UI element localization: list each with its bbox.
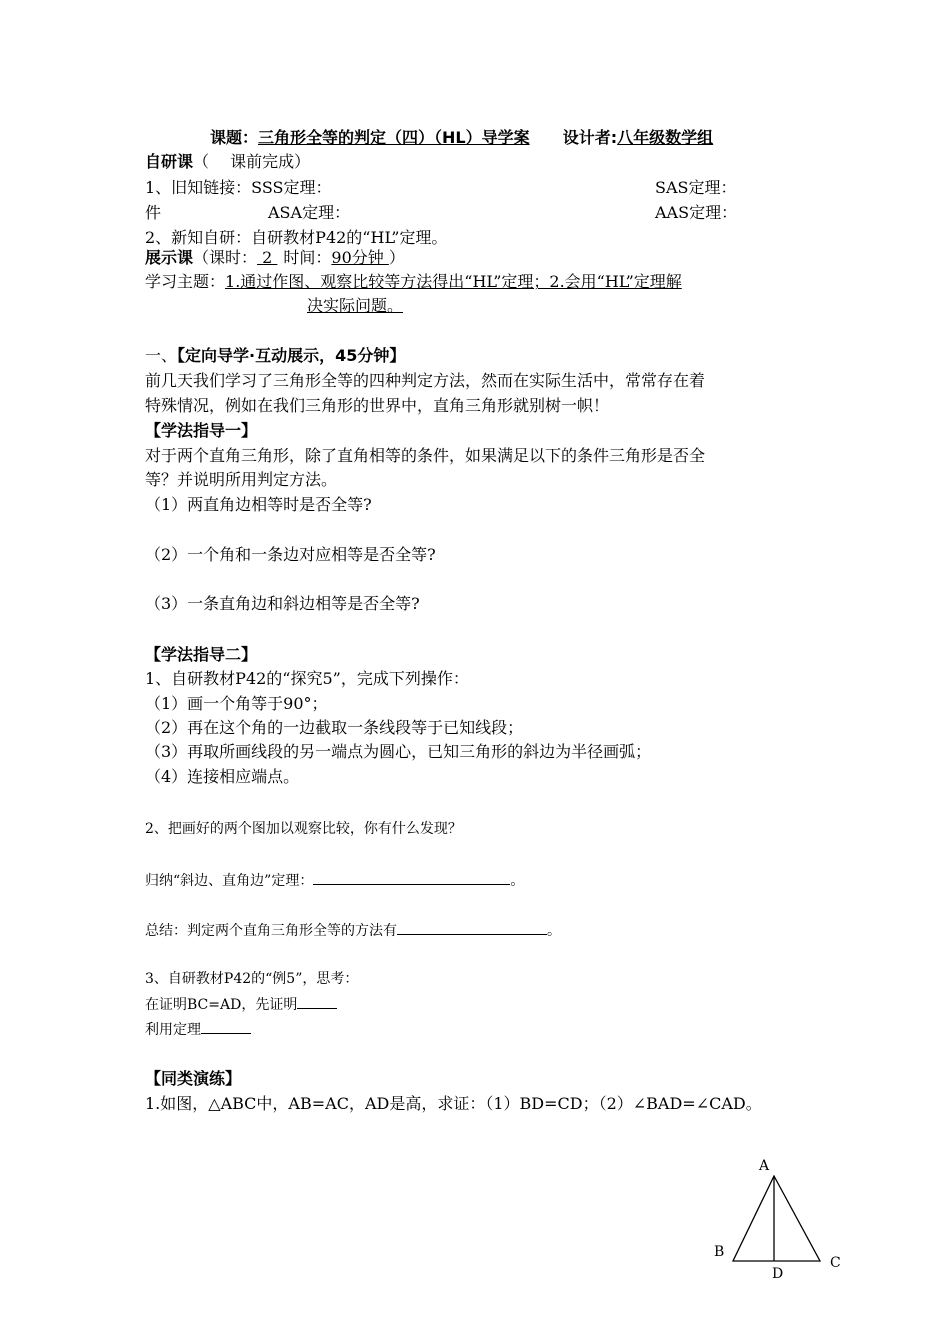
induce-line	[145, 870, 524, 891]
use-blank[interactable]	[201, 1019, 251, 1034]
induce-end: 。	[510, 873, 525, 889]
section1-heading: 【定向导学·互动展示，45分钟】	[177, 346, 406, 365]
guide1-text-1: 对于两个直角三角形，除了直角相等的条件，如果满足以下的条件三角形是否全	[145, 446, 706, 465]
practice-problem: 1.如图，△ABC中，AB=AC，AD是高，求证：（1）BD=CD；（2）∠BAD=∠CAD。	[145, 1094, 762, 1113]
triangle-figure	[700, 1150, 860, 1285]
preview-item1-aas: AAS定理：	[655, 203, 738, 222]
preview-note: （ 课前完成）	[193, 152, 311, 171]
preview-item2: 2、新知自研：自研教材P42的“HL”定理。	[145, 228, 448, 247]
preview-heading-line	[145, 152, 310, 172]
hours-label: （课时：	[193, 248, 258, 267]
show-close: ）	[388, 248, 405, 267]
use-label: 利用定理	[145, 1022, 201, 1038]
guide1-q2: （2）一个角和一条边对应相等是否全等?	[145, 545, 436, 564]
summary-end: 。	[547, 923, 561, 939]
summary-label: 总结：判定两个直角三角形全等的方法有	[145, 923, 397, 939]
time-value: 90分钟	[331, 248, 389, 267]
preview-item1-asa: ASA定理：	[268, 203, 351, 222]
summary-blank[interactable]	[397, 920, 547, 935]
guide1-heading: 【学法指导一】	[145, 421, 258, 440]
guide1-text-2: 等？并说明所用判定方法。	[145, 470, 338, 489]
induce-label: 归纳“斜边、直角边”定理：	[145, 873, 314, 889]
preview-item1: 1、旧知链接：SSS定理：	[145, 178, 332, 197]
title-label: 课题：	[210, 128, 259, 147]
compare-text: 2、把画好的两个图加以观察比较，你有什么发现？	[145, 821, 462, 837]
show-heading: 展示课	[145, 248, 194, 267]
guide1-q1: （1）两直角边相等时是否全等?	[145, 495, 372, 514]
guide2-step3: （3）再取所画线段的另一端点为圆心，已知三角形的斜边为半径画弧；	[145, 742, 652, 761]
guide1-q3: （3）一条直角边和斜边相等是否全等?	[145, 594, 420, 613]
prove-blank[interactable]	[297, 994, 337, 1009]
use-line	[145, 1019, 251, 1040]
time-label: 时间：	[283, 248, 332, 267]
section1-prefix: 一、	[145, 346, 178, 365]
label-b: B	[714, 1244, 725, 1260]
theme-label: 学习主题：	[145, 272, 226, 291]
label-a: A	[759, 1158, 770, 1174]
designer-label: 设计者:	[562, 128, 618, 147]
theme-line-1	[145, 272, 682, 292]
preview-heading: 自研课	[145, 152, 194, 171]
show-heading-line	[145, 248, 405, 268]
theme-text-2: 决实际问题。	[307, 296, 404, 315]
practice-heading: 【同类演练】	[145, 1069, 242, 1088]
triangle-abc	[733, 1176, 820, 1261]
title-value: 三角形全等的判定（四）（HL）导学案	[258, 128, 530, 147]
prove-line	[145, 994, 337, 1015]
hours-value: 2	[257, 248, 278, 267]
section1-intro-2: 特殊情况，例如在我们三角形的世界中，直角三角形就别树一帜！	[145, 396, 610, 415]
section1-intro-1: 前几天我们学习了三角形全等的四种判定方法，然而在实际生活中，常常存在着	[145, 371, 706, 390]
label-c: C	[830, 1255, 841, 1271]
guide2-step4: （4）连接相应端点。	[145, 767, 300, 786]
label-d: D	[772, 1266, 784, 1282]
designer-value: 八年级数学组	[617, 128, 714, 147]
header	[210, 128, 713, 148]
summary-line	[145, 920, 561, 941]
guide2-heading: 【学法指导二】	[145, 645, 258, 664]
prove-label: 在证明BC=AD，先证明	[145, 997, 298, 1013]
guide2-step1: （1）画一个角等于90°；	[145, 694, 328, 713]
section1-heading-line	[145, 346, 405, 366]
preview-item1-prefix: 件	[145, 203, 162, 222]
guide2-step0: 1、自研教材P42的“探究5”，完成下列操作：	[145, 669, 469, 688]
theme-text-1: 1.通过作图、观察比较等方法得出“HL”定理；2.会用“HL”定理解	[225, 272, 682, 291]
example-label: 3、自研教材P42的“例5”，思考：	[145, 971, 359, 987]
guide2-step2: （2）再在这个角的一边截取一条线段等于已知线段；	[145, 718, 524, 737]
induce-blank[interactable]	[313, 870, 510, 885]
preview-item1-sas: SAS定理：	[655, 178, 737, 197]
